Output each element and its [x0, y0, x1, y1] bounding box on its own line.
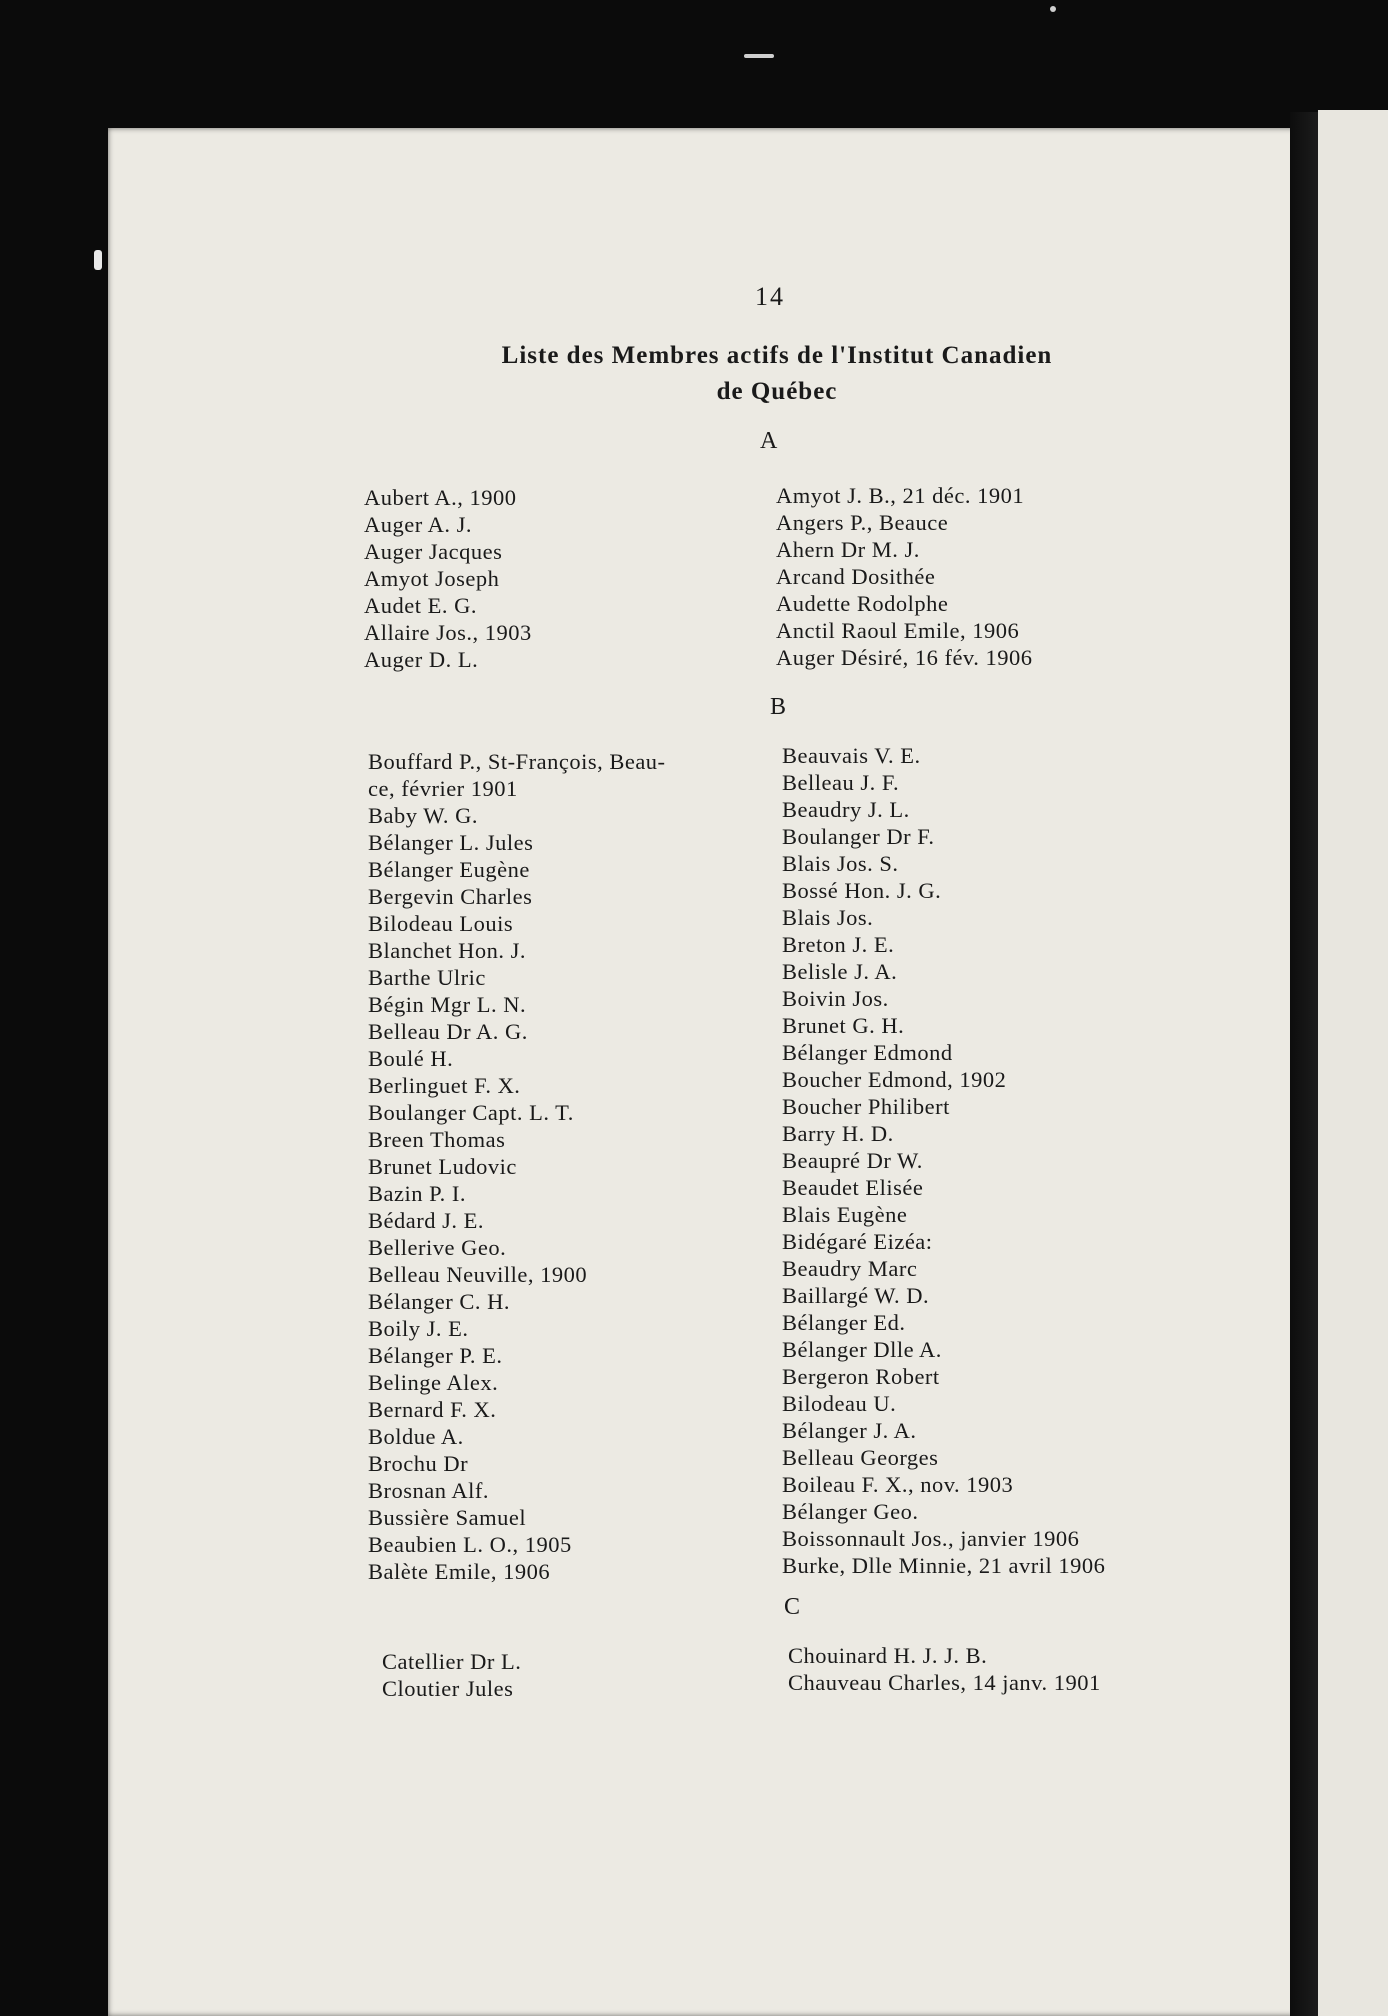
- facing-page-edge: [1318, 110, 1388, 2016]
- member-entry: Blanchet Hon. J.: [368, 938, 526, 963]
- member-entry: Bélanger C. H.: [368, 1289, 510, 1314]
- member-entry: Bélanger Eugène: [368, 857, 530, 882]
- section-c-right-column: [788, 1642, 1101, 1696]
- member-entry: Amyot J. B., 21 déc. 1901: [776, 483, 1025, 508]
- member-entry: Bernard F. X.: [368, 1397, 497, 1422]
- member-entry: Boulanger Dr F.: [782, 824, 935, 849]
- member-entry: Bergevin Charles: [368, 884, 533, 909]
- member-entry: Bossé Hon. J. G.: [782, 878, 942, 903]
- member-entry: Bélanger Dlle A.: [782, 1337, 942, 1362]
- member-entry: Auger Désiré, 16 fév. 1906: [776, 645, 1033, 670]
- member-entry: Audette Rodolphe: [776, 591, 949, 616]
- section-c-left-column: [382, 1648, 521, 1702]
- member-entry: Belleau J. F.: [782, 770, 900, 795]
- member-entry: Auger Jacques: [364, 539, 503, 564]
- member-entry: Auger A. J.: [364, 512, 472, 537]
- member-entry: Beaudry Marc: [782, 1256, 918, 1281]
- member-entry: Bélanger L. Jules: [368, 830, 534, 855]
- member-entry: Amyot Joseph: [364, 566, 500, 591]
- member-entry: Blais Jos.: [782, 905, 874, 930]
- dust-speck: [1050, 6, 1056, 12]
- member-entry: Bélanger Edmond: [782, 1040, 953, 1065]
- member-entry: Belleau Neuville, 1900: [368, 1262, 588, 1287]
- section-b-left-column: [368, 748, 666, 1585]
- member-entry: Bidégaré Eizéa:: [782, 1229, 933, 1254]
- section-a-right-column: [776, 482, 1032, 671]
- member-entry: Boulanger Capt. L. T.: [368, 1100, 574, 1125]
- member-entry: Boulé H.: [368, 1046, 454, 1071]
- member-entry: Belinge Alex.: [368, 1370, 499, 1395]
- member-entry: ce, février 1901: [368, 776, 518, 801]
- member-entry: Boldue A.: [368, 1424, 464, 1449]
- member-entry: Boucher Edmond, 1902: [782, 1067, 1007, 1092]
- member-entry: Bégin Mgr L. N.: [368, 992, 527, 1017]
- member-entry: Boileau F. X., nov. 1903: [782, 1472, 1014, 1497]
- member-entry: Chauveau Charles, 14 janv. 1901: [788, 1670, 1101, 1695]
- member-entry: Allaire Jos., 1903: [364, 620, 532, 645]
- member-entry: Catellier Dr L.: [382, 1649, 522, 1674]
- page-number: 14: [755, 282, 785, 311]
- member-entry: Brunet G. H.: [782, 1013, 905, 1038]
- member-entry: Burke, Dlle Minnie, 21 avril 1906: [782, 1553, 1106, 1578]
- member-entry: Anctil Raoul Emile, 1906: [776, 618, 1020, 643]
- page-corner-tear: [94, 250, 102, 270]
- member-entry: Auger D. L.: [364, 647, 479, 672]
- member-entry: Bélanger Ed.: [782, 1310, 906, 1335]
- member-entry: Balète Emile, 1906: [368, 1559, 551, 1584]
- title-line-2: de Québec: [716, 378, 838, 405]
- member-entry: Boily J. E.: [368, 1316, 469, 1341]
- member-entry: Brunet Ludovic: [368, 1154, 517, 1179]
- member-entry: Barry H. D.: [782, 1121, 894, 1146]
- section-letter-a: A: [760, 428, 778, 454]
- member-entry: Belleau Georges: [782, 1445, 939, 1470]
- member-entry: Brosnan Alf.: [368, 1478, 489, 1503]
- member-entry: Berlinguet F. X.: [368, 1073, 521, 1098]
- member-entry: Beaupré Dr W.: [782, 1148, 923, 1173]
- member-entry: Boivin Jos.: [782, 986, 889, 1011]
- member-entry: Beaudet Elisée: [782, 1175, 924, 1200]
- member-entry: Baby W. G.: [368, 803, 479, 828]
- member-entry: Angers P., Beauce: [776, 510, 949, 535]
- member-entry: Belisle J. A.: [782, 959, 898, 984]
- member-entry: Bergeron Robert: [782, 1364, 940, 1389]
- book-gutter: [1290, 112, 1318, 2016]
- member-entry: Chouinard H. J. J. B.: [788, 1643, 988, 1668]
- dust-speck: [744, 54, 774, 58]
- title-line-1: Liste des Membres actifs de l'Institut Canadien: [501, 342, 1053, 369]
- member-entry: Brochu Dr: [368, 1451, 469, 1476]
- member-entry: Bédard J. E.: [368, 1208, 484, 1233]
- member-entry: Bélanger Geo.: [782, 1499, 919, 1524]
- member-entry: Audet E. G.: [364, 593, 477, 618]
- member-entry: Bélanger P. E.: [368, 1343, 503, 1368]
- member-entry: Bilodeau Louis: [368, 911, 514, 936]
- member-entry: Blais Eugène: [782, 1202, 908, 1227]
- member-entry: Ahern Dr M. J.: [776, 537, 920, 562]
- member-entry: Belleau Dr A. G.: [368, 1019, 528, 1044]
- member-entry: Baillargé W. D.: [782, 1283, 930, 1308]
- member-entry: Breen Thomas: [368, 1127, 506, 1152]
- member-entry: Bellerive Geo.: [368, 1235, 507, 1260]
- member-entry: Cloutier Jules: [382, 1676, 514, 1701]
- member-entry: Aubert A., 1900: [364, 485, 517, 510]
- member-entry: Barthe Ulric: [368, 965, 486, 990]
- book-page: [108, 128, 1296, 2016]
- section-letter-c: C: [784, 1594, 801, 1620]
- member-entry: Bélanger J. A.: [782, 1418, 917, 1443]
- member-entry: Bazin P. I.: [368, 1181, 466, 1206]
- member-entry: Boucher Philibert: [782, 1094, 950, 1119]
- member-entry: Beaudry J. L.: [782, 797, 910, 822]
- section-b-right-column: [782, 742, 1105, 1579]
- page-title: [392, 338, 1162, 410]
- section-letter-b: B: [770, 694, 787, 720]
- member-entry: Bilodeau U.: [782, 1391, 897, 1416]
- member-entry: Breton J. E.: [782, 932, 895, 957]
- member-entry: Beauvais V. E.: [782, 743, 921, 768]
- member-entry: Arcand Dosithée: [776, 564, 936, 589]
- member-entry: Boissonnault Jos., janvier 1906: [782, 1526, 1080, 1551]
- member-entry: Blais Jos. S.: [782, 851, 899, 876]
- member-entry: Bouffard P., St-François, Beau-: [368, 749, 666, 774]
- member-entry: Beaubien L. O., 1905: [368, 1532, 572, 1557]
- section-a-left-column: [364, 484, 532, 673]
- member-entry: Bussière Samuel: [368, 1505, 527, 1530]
